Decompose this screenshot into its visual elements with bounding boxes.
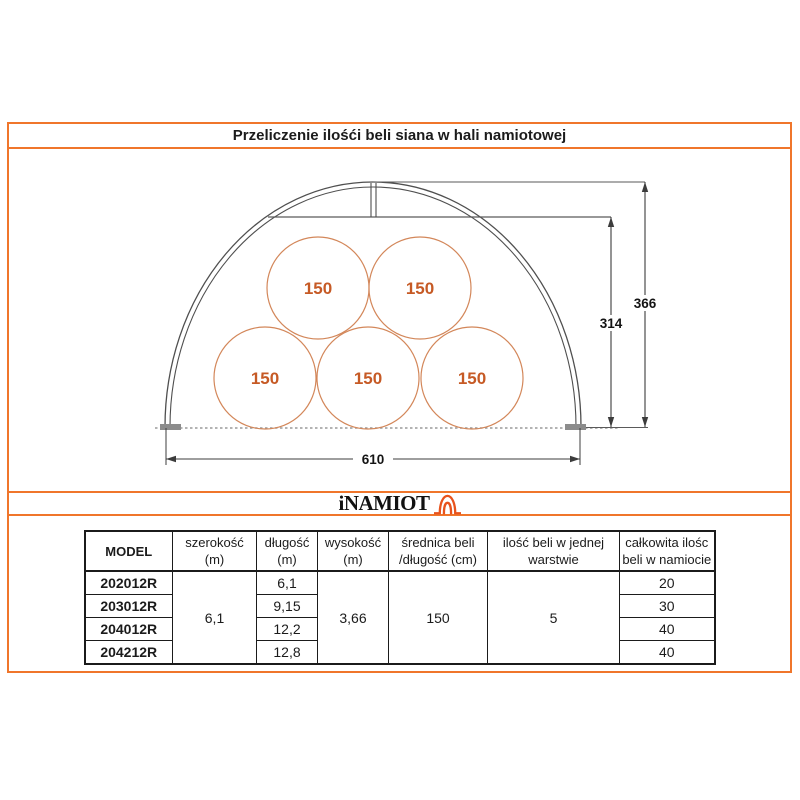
dim-label-inner-height: 314 — [599, 316, 623, 331]
cell-total: 40 — [620, 641, 715, 665]
arrow-left-icon — [166, 456, 176, 462]
arrow-right-icon — [570, 456, 580, 462]
cell-length: 9,15 — [257, 595, 318, 618]
spec-table — [84, 530, 716, 665]
table-row — [85, 571, 715, 595]
arrow-up-icon — [642, 182, 648, 192]
col-header-model: MODEL — [85, 531, 173, 571]
col-header-total-bales: całkowita ilośc beli w namiocie — [620, 531, 715, 571]
col-header-length: długość (m) — [257, 531, 318, 571]
tent-logo-icon — [434, 493, 461, 515]
tent-drawing — [9, 149, 790, 491]
col-header-height: wysokość (m) — [318, 531, 389, 571]
cell-model: 202012R — [85, 571, 173, 595]
bale-diameter-label: 150 — [405, 279, 435, 298]
foot-plate-left — [160, 424, 181, 430]
col-header-width: szerokość (m) — [173, 531, 257, 571]
logo-strip — [9, 491, 790, 516]
col-header-bale-diameter: średnica beli /długość (cm) — [389, 531, 488, 571]
cell-width-shared: 6,1 — [173, 571, 257, 664]
tent-diagram — [9, 149, 790, 491]
cell-model: 204212R — [85, 641, 173, 665]
bale-diameter-label: 150 — [303, 279, 333, 298]
arrow-up-icon — [608, 217, 614, 227]
cell-model: 204012R — [85, 618, 173, 641]
cell-per-layer-shared: 5 — [488, 571, 620, 664]
foot-plate-right — [565, 424, 586, 430]
arrow-down-icon — [608, 417, 614, 427]
main-frame — [7, 122, 792, 673]
cell-diameter-shared: 150 — [389, 571, 488, 664]
cell-total: 30 — [620, 595, 715, 618]
cell-total: 40 — [620, 618, 715, 641]
bale-diameter-label: 150 — [457, 369, 487, 388]
col-header-bales-per-layer: ilość beli w jednej warstwie — [488, 531, 620, 571]
title-bar — [9, 124, 790, 149]
tent-arch-outer — [165, 182, 581, 427]
arrow-down-icon — [642, 417, 648, 427]
page-title: Przeliczenie ilośći beli siana w hali namiotowej — [232, 127, 567, 144]
brand-logo-text: iNAMIOT — [338, 491, 430, 515]
cell-length: 12,8 — [257, 641, 318, 665]
cell-length: 6,1 — [257, 571, 318, 595]
dim-label-total-height: 366 — [633, 296, 657, 311]
bale-diameter-label: 150 — [353, 369, 383, 388]
spec-table-area — [9, 516, 790, 665]
cell-length: 12,2 — [257, 618, 318, 641]
dim-label-width: 610 — [361, 452, 385, 467]
cell-height-shared: 3,66 — [318, 571, 389, 664]
bale-diameter-label: 150 — [250, 369, 280, 388]
cell-total: 20 — [620, 571, 715, 595]
cell-model: 203012R — [85, 595, 173, 618]
